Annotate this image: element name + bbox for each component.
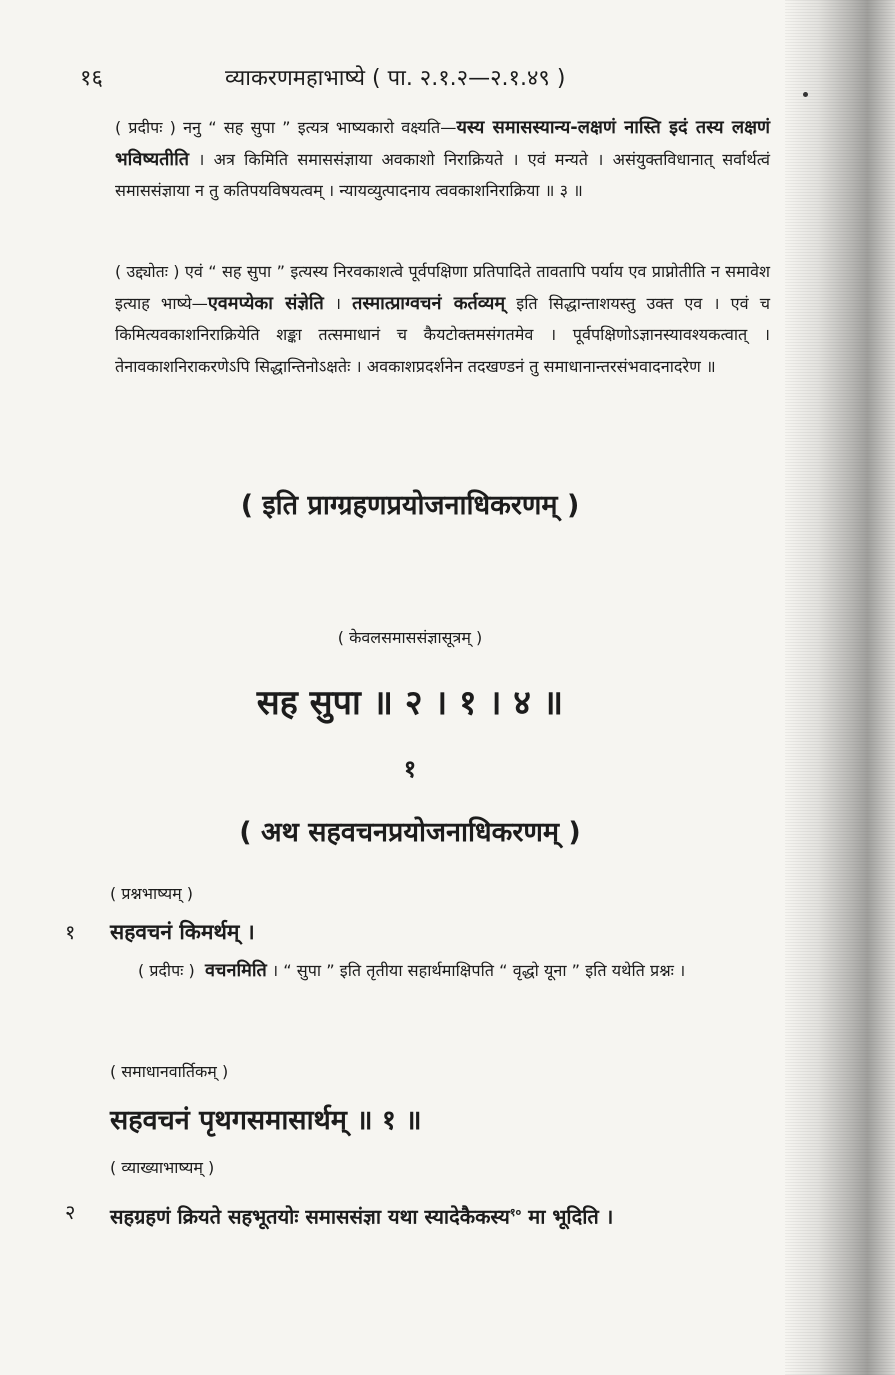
quoted-bhashya: तस्मात्प्राग्वचनं कर्तव्यम्	[352, 292, 506, 314]
samadhana-tag: ( समाधानवार्तिकम् )	[110, 1062, 229, 1081]
line-number-2: २	[65, 1200, 76, 1224]
commentary-tag: ( उद्द्योतः )	[115, 262, 180, 281]
ink-speck	[803, 92, 808, 97]
commentary-text: ।	[323, 293, 353, 313]
vyakhya-tag: ( व्याख्याभाष्यम् )	[110, 1158, 215, 1177]
section-start-title: ( अथ सहवचनप्रयोजनाधिकरणम् )	[239, 817, 581, 848]
vartika-line: सहवचनं पृथगसमासार्थम् ॥ १ ॥	[110, 1105, 422, 1136]
adhikarana-number: १	[403, 755, 417, 783]
commentary-text: । अत्र किमिति समाससंज्ञाया अवकाशो निराक्रियते । एवं मन्यते । असंयुक्तविधानात् सर्वार्थत्वं समाससंज्ञाया न तु कतिपयविषयत्वम् । न्यायव्युत्पादनाय त्ववकाशनिराक्रिया ॥ ३ ॥	[115, 149, 770, 200]
commentary-text: । “ सुपा ” इति तृतीया सहार्थमाक्षिपति “ वृद्धो यूना ” इति यथेति प्रश्नः ।	[266, 961, 686, 980]
bhashya-text: सहग्रहणं क्रियते सहभूतयोः समाससंज्ञा यथा स्यादेकैकस्य	[110, 1204, 510, 1229]
quoted-bhashya: एवमप्येका संज्ञेति	[207, 292, 324, 314]
commentary-text: एवं “ सह सुपा ” इत्यस्य निरवकाशत्वे पूर्वपक्षिणा प्रतिपादिते तावतापि पर्याय एव प्राप्नोतीति न समावेश इत्याह भाष्ये—	[115, 262, 770, 313]
prashna-tag: ( प्रश्नभाष्यम् )	[110, 884, 193, 903]
bhashya-line-1: सहवचनं किमर्थम् ।	[110, 920, 255, 944]
pradipa-commentary-1	[115, 112, 770, 207]
sutra-tag: ( केवलसमाससंज्ञासूत्रम् )	[337, 628, 483, 647]
commentary-tag: ( प्रदीपः )	[115, 118, 176, 137]
uddyota-commentary-1	[115, 256, 770, 382]
commentary-tag: ( प्रदीपः )	[138, 961, 195, 980]
quoted-bhashya: यस्य समासस्यान्य-लक्षणं नास्ति इदं तस्य लक्षणं भविष्यतीति	[115, 117, 770, 170]
bhashya-line-2	[110, 1196, 765, 1234]
bhashya-text-end: मा भूदिति ।	[521, 1204, 614, 1229]
page-number: १६	[80, 66, 103, 91]
section-end-title: ( इति प्राग्ग्रहणप्रयोजनाधिकरणम् )	[240, 490, 580, 521]
sutra-heading: सह सुपा ॥ २ । १ । ४ ॥	[256, 683, 564, 723]
quoted-bhashya: वचनमिति	[205, 960, 267, 981]
line-number-1: १	[65, 920, 76, 944]
footnote-marker: १०	[509, 1206, 522, 1219]
pradipa-commentary-2	[138, 955, 773, 986]
commentary-text: इति सिद्धान्ताशयस्तु उक्त एव । एवं च किमित्यवकाशनिराक्रियेति शङ्का तत्समाधानं च कैयटोक्तमसंगतमेव । पूर्वपक्षिणोऽज्ञानस्यावश्यकत्वात् । तेनावकाशनिराकरणेऽपि सिद्धान्तिनोऽक्षतेः । अवकाशप्रदर्शनेन तदखण्डनं तु समाधानान्तरसंभवादनादरेण ॥	[115, 293, 770, 376]
running-header: व्याकरणमहाभाष्ये ( पा. २.१.२—२.१.४९ )	[225, 66, 566, 91]
commentary-text: ननु “ सह सुपा ” इत्यत्र भाष्यकारो वक्ष्यति—	[175, 118, 457, 137]
